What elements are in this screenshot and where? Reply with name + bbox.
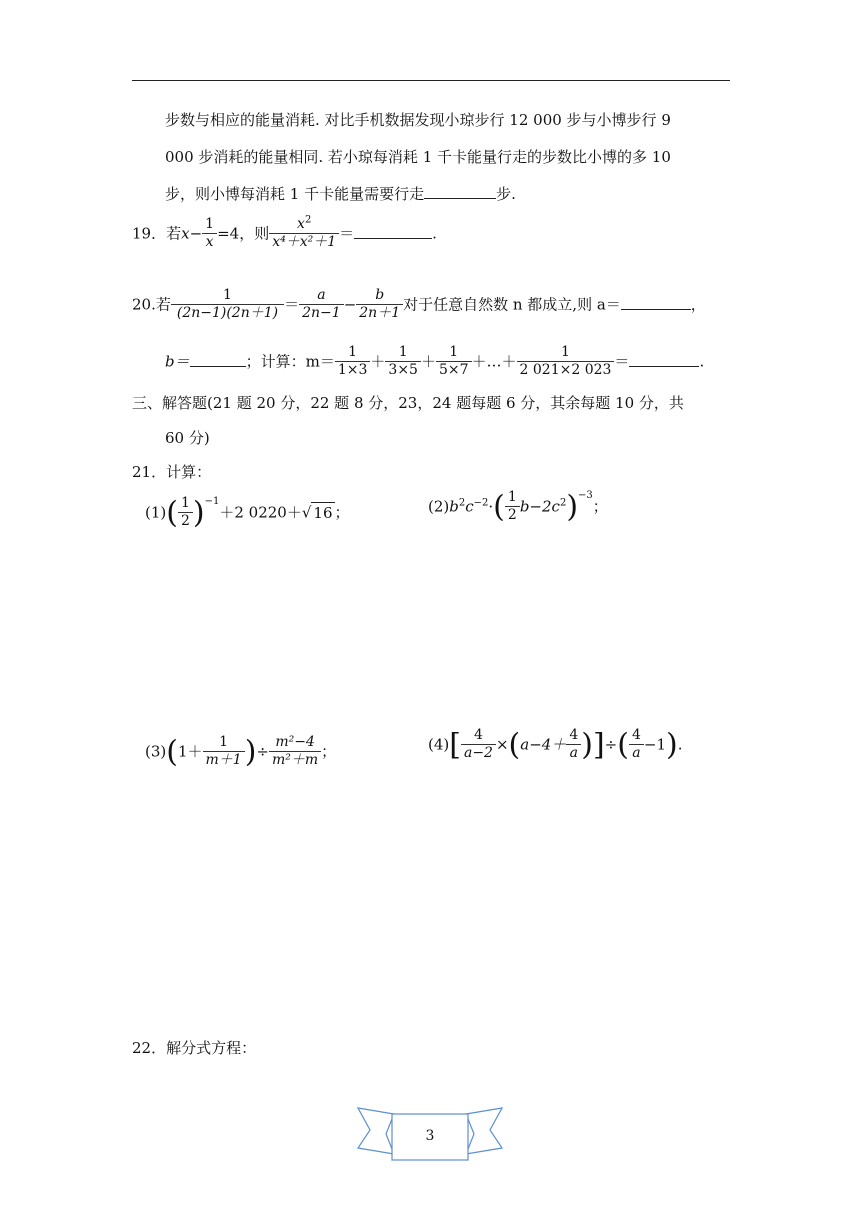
answer-blank[interactable]: [354, 224, 432, 239]
answer-blank-m[interactable]: [629, 352, 699, 367]
header-rule: [132, 80, 730, 81]
question-21-title: 21．计算：: [132, 463, 212, 481]
section-3-title: 三、解答题(21 题 20 分，22 题 8 分，23，24 题每题 6 分，其余每题 10 分，共: [132, 394, 684, 412]
question-20-line-1: 20.若 $\frac{1}{(2n-1)(2n+1)}$ ＝ $\frac{a}{2n-1}$ − $\frac{b}{2n+1}$ 对于任意自然数 n 都成立,则 a＝ ，: [132, 287, 706, 321]
page-number-ribbon: [356, 1104, 504, 1164]
q21-part-4: (4)[ $\frac{4}{a-2}$ ×(a−4＋ $\frac{4}{a}$ )]÷( $\frac{4}{a}$ −1).: [428, 727, 683, 763]
q18-line-2: 000 步消耗的能量相同. 若小琼每消耗 1 千卡能量行走的步数比小博的多 10: [165, 148, 671, 166]
q21-part-2: $(2)b^2c^{-2}\cdot$( $\frac{1}{2}$ $b-2c^2)^{-3}$；: [428, 489, 608, 525]
q21-part-1: (1)( $\frac{1}{2}$ )$^{-1}$＋2 0220＋√ 16 ；: [145, 495, 350, 531]
q18-line-3: 步，则小博每消耗 1 千卡能量需要行走 步.: [165, 185, 516, 203]
question-19: 19．若x− $\frac{1}{x}$ =4，则 $\frac{x^2}{\text{x⁴＋x²＋1}}$ ＝ .: [132, 214, 437, 250]
answer-blank[interactable]: [424, 184, 496, 199]
q18-line-1: 步数与相应的能量消耗. 对比手机数据发现小琼步行 12 000 步与小博步行 9: [165, 111, 671, 129]
question-22-title: 22．解分式方程：: [132, 1039, 257, 1057]
section-3-title-2: 60 分): [165, 429, 210, 447]
answer-blank-a[interactable]: [621, 295, 691, 310]
question-20-line-2: b＝ ；计算：m＝ $\frac{1}{1\times 3}$ ＋ $\frac{1}{3\times 5}$ ＋ $\frac{1}{5\times 7}$ ＋…＋ $\frac{1}{2 021\times 2 023}$ ＝ .: [165, 344, 705, 378]
q21-part-3: (3)(1＋ $\frac{1}{m+1}$ )÷ $\frac{\text{m²−4}}{\text{m²＋m}}$ ；: [145, 734, 337, 770]
answer-blank-b[interactable]: [190, 352, 246, 367]
page-number: 3: [425, 1128, 435, 1144]
